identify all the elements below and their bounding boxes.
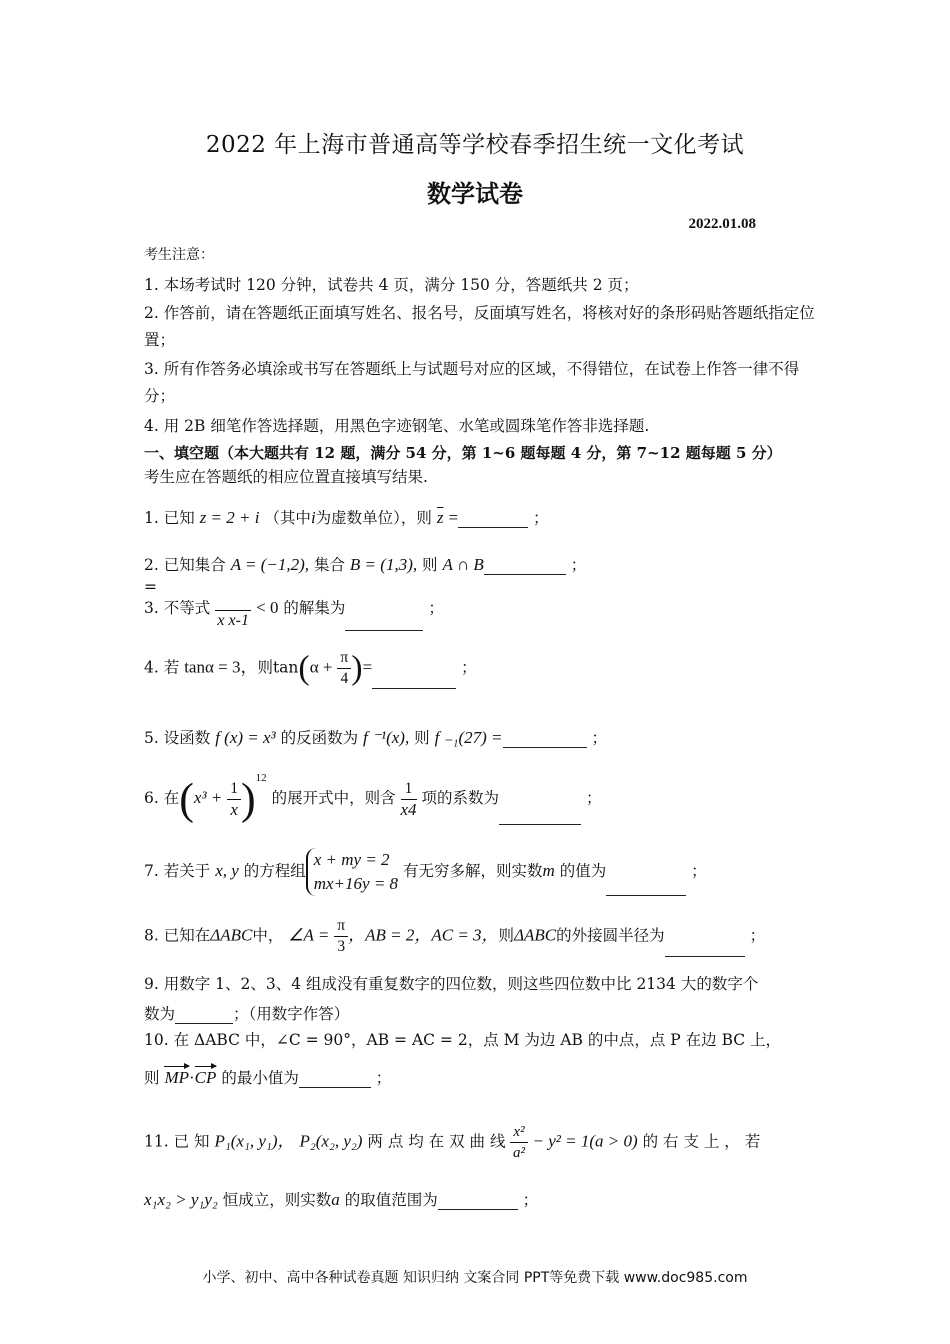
exam-date: 2022.01.08 — [688, 216, 756, 232]
notice-item-3: 3. 所有作答务必填涂或书写在答题纸上与试题号对应的区域，不得错位，在试卷上作答一律不得分； — [144, 360, 800, 405]
question-9-line-2: 数为 ；（用数字作答） — [144, 1005, 350, 1023]
stray-equals: = — [144, 578, 157, 596]
answer-blank[interactable] — [438, 1191, 518, 1210]
question-10-line-2: 则 MP·CP 的最小值为 ； — [144, 1068, 392, 1087]
question-4: 4. 若 tanα = 3，则tan(α + $\frac{\pi}{4}$ )= ； — [144, 649, 477, 687]
question-3: 3. 不等式 x x-1 < 0 的解集为 ； — [144, 598, 444, 629]
answer-blank[interactable] — [499, 806, 581, 825]
question-5: 5. 设函数 f (x) = x³ 的反函数为 f ⁻¹(x), 则 f ₋₁(27) = ； — [144, 728, 607, 747]
question-7: 7. 若关于 x, y 的方程组 x + my = 2 mx+16y = 8 有无穷多解，则实数m 的值为 ； — [144, 848, 707, 896]
question-11-line-1: 11. 已 知 P₁(x₁, y₁)， P₂(x₂, y₂) 两 点 均 在 双 曲 线 $\frac{\text{x²}}{\text{a²}}$ − y² = 1(a > 0) 的 右 支 上 ， 若 — [144, 1124, 761, 1161]
footer-banner: 小学、初中、高中各种试卷真题 知识归纳 文案合同 PPT等免费下载 www.doc985.com — [202, 1270, 748, 1286]
question-9-line-1: 9. 用数字 1、2、3、4 组成没有重复数字的四位数，则这些四位数中比 2134 大的数字个 — [144, 975, 759, 993]
answer-blank[interactable] — [175, 1005, 233, 1024]
answer-blank[interactable] — [345, 612, 423, 631]
answer-blank[interactable] — [606, 877, 686, 896]
question-10-line-1: 10. 在 ΔABC 中，∠C = 90°，AB = AC = 2，点 M 为边 AB 的中点，点 P 在边 BC 上， — [144, 1031, 782, 1049]
question-2: 2. 已知集合 A = (−1,2), 集合 B = (1,3), 则 A ∩ B ； — [144, 555, 587, 574]
notice-heading: 考生注意： — [144, 247, 214, 263]
answer-blank[interactable] — [458, 509, 528, 528]
section-instruction: 考生应在答题纸的相应位置直接填写结果. — [144, 468, 428, 486]
answer-blank[interactable] — [299, 1069, 371, 1088]
answer-blank[interactable] — [503, 729, 587, 748]
question-8: 8. 已知在ΔABC中， ∠A = $\frac{\pi}{3}$ ，AB = 2，AC = 3，则ΔABC的外接圆半径为 ； — [144, 917, 766, 955]
notice-item-4: 4. 用 2B 细笔作答选择题，用黑色字迹钢笔、水笔或圆珠笔作答非选择题. — [144, 417, 650, 435]
question-6: 6. 在(x³ + $\frac{1}{x}$ )$^{12}$ 的展开式中，则含 $\frac{1}{x4}$ 项的系数为 ； — [144, 772, 602, 824]
exam-title: 2022 年上海市普通高等学校春季招生统一文化考试 — [205, 132, 745, 158]
section-heading: 一、填空题（本大题共有 12 题，满分 54 分，第 1~6 题每题 4 分，第 7~12 题每题 5 分） — [144, 444, 782, 462]
answer-blank[interactable] — [484, 556, 566, 575]
question-1: 1. 已知 z = 2 + i （其中i为虚数单位），则 $\overline{z}$ = ； — [144, 508, 549, 527]
notice-item-1: 1. 本场考试时 120 分钟，试卷共 4 页，满分 150 分，答题纸共 2 页； — [144, 276, 639, 294]
paper-subtitle: 数学试卷 — [427, 179, 523, 208]
notice-item-2: 2. 作答前，请在答题纸正面填写姓名、报名号，反面填写姓名，将核对好的条形码贴答题纸指定位置； — [144, 304, 815, 349]
answer-blank[interactable] — [372, 670, 456, 689]
answer-blank[interactable] — [665, 938, 745, 957]
question-11-line-2: x₁x₂ > y₁y₂ 恒成立，则实数a 的取值范围为 ； — [144, 1190, 539, 1209]
